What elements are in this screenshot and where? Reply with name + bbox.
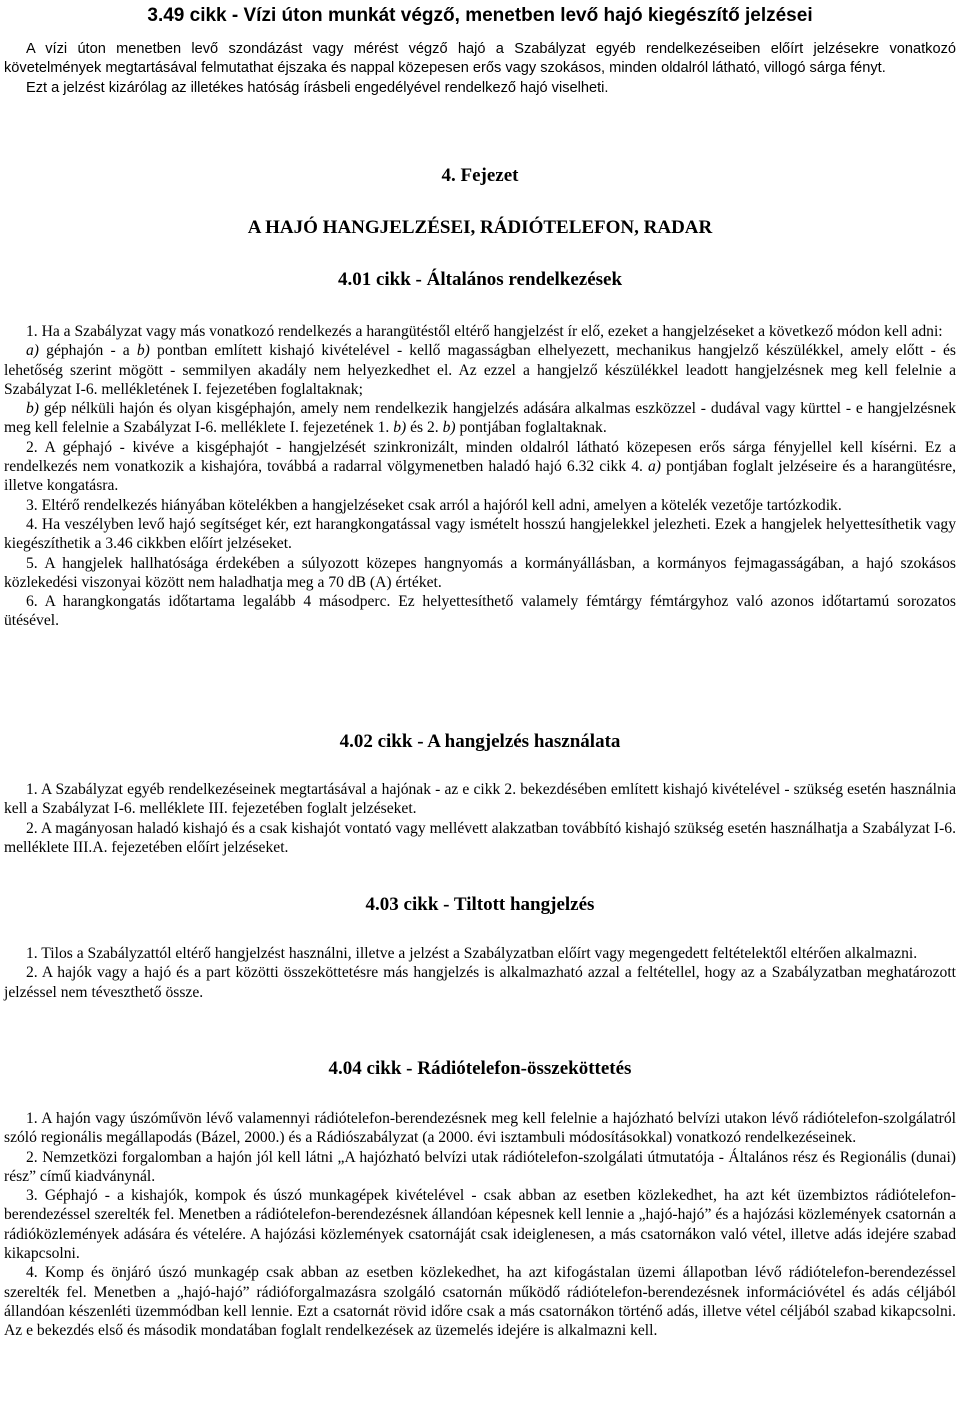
article-402-paragraph-1: 1. A Szabályzat egyéb rendelkezéseinek megtartásával a hajónak - az e cikk 2. bekezdésében említett kishajó kivételével - szükség esetén használnia kell a Szabályzat I-6. melléklete III. fejezetében foglalt jelzéseket.	[4, 781, 956, 818]
p2-ref-a: a)	[647, 458, 661, 476]
article-404-paragraph-3: 3. Géphajó - a kishajók, kompok és úszó munkagépek kivételével - csak abban az esetben közlekedhet, ha azt két üzembiztos rádiótelefon-berendezéssel szerelték fel. Menetben a rádiótelefon-berendezésnek állandóan képesnek kell lennie a „hajó-hajó” és a hajózási közlemények csatornán a rádióközlemények adására és vételére. A hajózási közlemények csatornáját csak ideiglenesen, a más csatornákon való vétel, illetve adás idejére szabad kikapcsolni.	[4, 1187, 956, 1263]
article-402-paragraph-2: 2. A magányosan haladó kishajó és a csak kishajót vontató vagy mellévett alakzatban továbbító kishajó szükség esetén használhatja a Szabályzat I-6. melléklete III.A. fejezetében előírt jelzéseket.	[4, 819, 956, 856]
article-404-paragraph-1: 1. A hajón vagy úszóművön lévő valamennyi rádiótelefon-berendezésnek meg kell felelnie a hajózható belvízi utakon lévő rádiótelefon-szolgálatról szóló regionális megállapodás (Bázel, 2000.) és a Rádiószabályzat (a 2000. évi isztambuli módosításokkal) vonatkozó rendelkezéseinek.	[4, 1110, 956, 1147]
article-403-heading-block	[4, 893, 956, 917]
article-401-point-a	[4, 341, 956, 399]
point-b-text: gép nélküli hajón és olyan kisgéphajón, amely nem rendelkezik hangjelzés adására alkalmas eszközzel - dudával vagy kürttel - e hangjelzésnek meg kell felelnie a Szabályzat I-6. melléklete I. fejezetének 1.	[4, 400, 956, 437]
point-b-end: pontjában foglaltaknak.	[455, 419, 607, 437]
point-b-and: és 2.	[406, 419, 443, 437]
article-404-heading-block	[4, 1057, 956, 1081]
point-b-label: b)	[26, 400, 39, 418]
article-403-body	[4, 944, 956, 1002]
article-401-paragraph-2	[4, 438, 956, 496]
point-b-ref-1: b)	[393, 419, 407, 437]
p2-end: pontjában foglalt jelzéseire és a harangütésre, illetve kongatásra.	[4, 458, 957, 495]
point-a-mid: géphajón - a	[39, 342, 137, 360]
intro-paragraph-2: Ezt a jelzést kizárólag az illetékes hatóság írásbeli engedélyével rendelkező hajó viselheti.	[26, 79, 609, 96]
article-401-paragraph-3: 3. Eltérő rendelkezés hiányában kötelékben a hangjelzéseket csak arról a hajóról kell adni, amelyen a kötelék vezetője tartózkodik.	[26, 496, 842, 514]
chapter-number: 4. Fejezet	[441, 165, 519, 186]
point-b-ref-2: b)	[442, 419, 456, 437]
section-title: 3.49 cikk - Vízi úton munkát végző, menetben levő hajó kiegészítő jelzései	[147, 5, 813, 26]
article-401-paragraph-6: 6. A harangkongatás időtartama legalább 4 másodperc. Ez helyettesíthető valamely fémtárgy fémtárgyhoz való azonos időtartamú sorozatos ütésével.	[4, 593, 956, 630]
p2-text: 2. A géphajó - kivéve a kisgéphajót - hangjelzését szinkronizált, minden oldalról látható közepesen erős sárga fényjellel kell kísérni. Ez a rendelkezés nem vonatkozik a kishajóra, továbbá a radarral völgymenetben haladó hajó 6.32 cikk 4.	[4, 438, 956, 476]
intro-paragraph-1: A vízi úton menetben levő szondázást vagy mérést végző hajó a Szabályzat egyéb rendelkezéseiben előírt jelzésekre vonatkozó követelmények megtartásával felmutathat éjszaka és nappal közepesen erős vagy szokásos, minden oldalról látható, villogó sárga fényt.	[4, 41, 956, 77]
chapter-title-block	[4, 216, 956, 240]
article-401-paragraph-1: 1. Ha a Szabályzat vagy más vonatkozó rendelkezés a harangütéstől eltérő hangjelzést ír elő, ezeket a hangjelzéseket a következő módon kell adni:	[26, 323, 943, 340]
chapter-heading	[4, 164, 956, 188]
chapter-title: A HAJÓ HANGJELZÉSEI, RÁDIÓTELEFON, RADAR	[247, 217, 713, 238]
point-a-label: a)	[26, 342, 39, 360]
article-402-heading-block	[4, 730, 956, 754]
article-401-paragraph-5: 5. A hangjelek hallhatósága érdekében a súlyozott közepes hangnyomás a kormányállásban, a kormányos fejmagasságában, a hajó szokásos közlekedési viszonyai között nem haladhatja meg a 70 dB (A) értéket.	[4, 554, 956, 591]
article-401-heading: 4.01 cikk - Általános rendelkezések	[337, 269, 623, 290]
article-404-body	[4, 1109, 956, 1341]
point-a-text: pontban említett kishajó kivételével - kellő magasságban elhelyezett, mechanikus hangjelző készülékkel, amely előtt - és lehetőség szerint mögött - semmilyen akadály nem helyezkedhet el. Az ezzel a hangjelző készülékkel leadott hangjelzésnek meg kell felelnie a Szabályzat I-6. mellékletének I. fejezetében foglaltaknak;	[4, 342, 956, 398]
article-404-paragraph-4: 4. Komp és önjáró úszó munkagép csak abban az esetben közlekedhet, ha azt kifogástalan üzemi állapotban lévő rádiótelefon-berendezéssel szerelték fel. Menetben a „hajó-hajó” rádióforgalmazásra szolgáló csatornán működő rádiótelefon-berendezésnek információvétel és adás céljából állandóan készenléti üzemmódban kell lennie. Ezt a csatornát rövid időre csak a más csatornákon történő adás, illetve vétel céljából szabad kikapcsolni. Az e bekezdés első és második mondatában foglalt rendelkezések az üzemelés idejére is alkalmazni kell.	[4, 1264, 956, 1340]
article-401-paragraph-4: 4. Ha veszélyben levő hajó segítséget kér, ezt harangkongatással vagy ismételt hosszú hangjelekkel jelezheti. Ezek a hangjelek helyettesíthetik vagy kiegészíthetik a 3.46 cikkben előírt jelzéseket.	[4, 515, 956, 553]
article-402-heading: 4.02 cikk - A hangjelzés használata	[339, 731, 621, 752]
point-b-ref: b)	[136, 342, 150, 360]
article-401-heading-block	[4, 268, 956, 292]
article-403-heading: 4.03 cikk - Tiltott hangjelzés	[365, 894, 595, 915]
intro-block	[4, 40, 956, 98]
article-402-body	[4, 780, 956, 857]
article-404-heading: 4.04 cikk - Rádiótelefon-összeköttetés	[328, 1058, 632, 1079]
article-403-paragraph-1: 1. Tilos a Szabályzattól eltérő hangjelzést használni, illetve a jelzést a Szabályzatban előírt vagy megengedett feltételektől eltérően alkalmazni.	[26, 945, 918, 962]
article-401-body	[4, 322, 956, 631]
article-401-point-b	[4, 399, 956, 438]
article-404-paragraph-2: 2. Nemzetközi forgalomban a hajón jól kell látni „A hajózható belvízi utak rádiótelefon-szolgálati útmutatója - Általános rész és Regionális (dunai) rész” című kiadványnál.	[4, 1148, 956, 1185]
article-403-paragraph-2: 2. A hajók vagy a hajó és a part közötti összeköttetésre más hangjelzés is alkalmazható azzal a feltétellel, hogy az a Szabályzatban meghatározott jelzéssel nem téveszthető össze.	[4, 964, 956, 1001]
